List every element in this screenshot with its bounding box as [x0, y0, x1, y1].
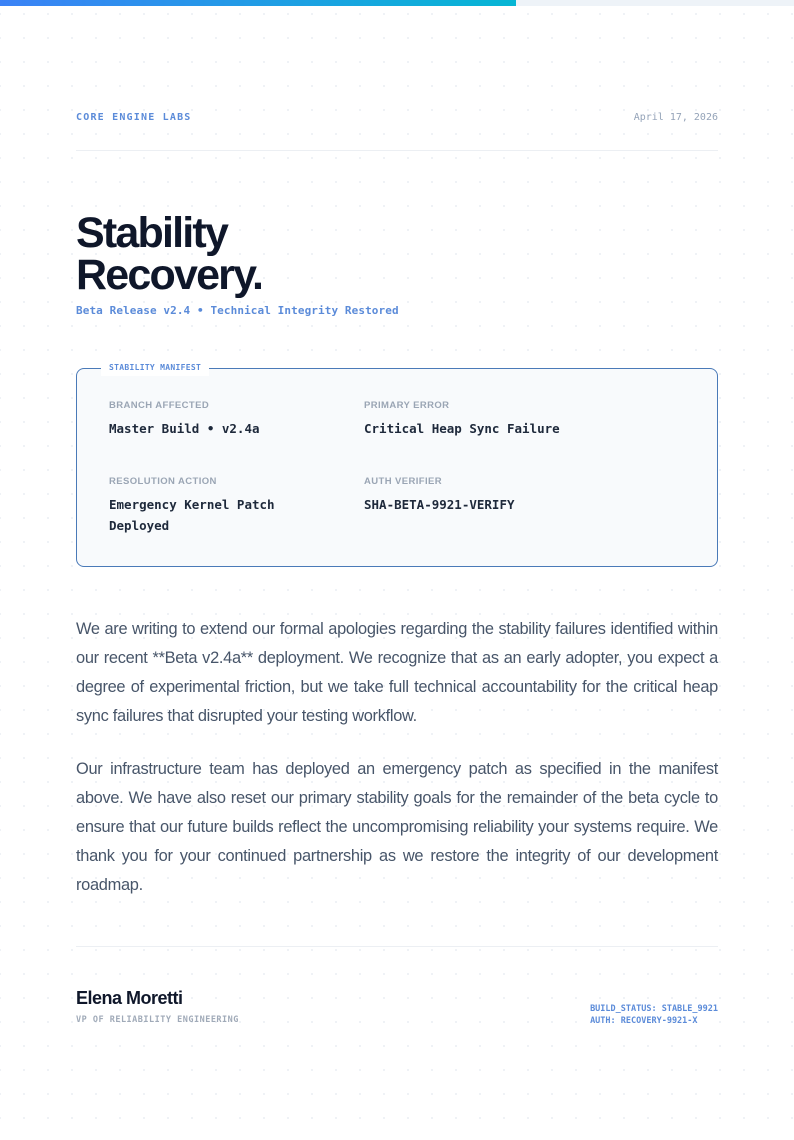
signer-title: VP OF RELIABILITY ENGINEERING [76, 1015, 239, 1025]
field-label: AUTH VERIFIER [364, 476, 443, 487]
body-paragraph-2: Our infrastructure team has deployed an emergency patch as specified in the manifest above. We have also reset our primary stability goals for the remainder of the beta cycle to ensure that our future builds reflect the uncompromising reliability your systems require. We thank you for your continued partnership as we restore the integrity of our development roadmap. [76, 760, 718, 894]
body-paragraph-1: We are writing to extend our formal apologies regarding the stability failures identified within our recent **Beta v2.4a** deployment. We recognize that as an early adopter, you expect a degree of experimental friction, but we take full technical accountability for the critical heap sync failures that disrupted your testing workflow. [76, 620, 718, 725]
progress-bar-track [0, 0, 794, 6]
letter-date: April 17, 2026 [633, 112, 718, 123]
field-value: Emergency Kernel Patch Deployed [109, 497, 275, 533]
build-status: BUILD_STATUS: STABLE_9921 [590, 1004, 718, 1014]
field-resolution-action [109, 476, 309, 536]
field-value: Critical Heap Sync Failure [364, 421, 560, 436]
field-primary-error [364, 400, 664, 439]
title-line-1: Stability [76, 209, 228, 257]
page-title [76, 209, 263, 299]
field-label: RESOLUTION ACTION [109, 476, 217, 487]
field-value: SHA-BETA-9921-VERIFY [364, 497, 515, 512]
manifest-legend: STABILITY MANIFEST [101, 360, 209, 376]
header-divider [76, 150, 718, 151]
footer-divider [76, 946, 718, 947]
brand-name: CORE ENGINE LABS [76, 112, 192, 123]
auth-code: AUTH: RECOVERY-9921-X [590, 1016, 698, 1026]
field-label: PRIMARY ERROR [364, 400, 450, 411]
field-label: BRANCH AFFECTED [109, 400, 210, 411]
field-auth-verifier [364, 476, 664, 515]
field-branch-affected [109, 400, 329, 439]
field-value: Master Build • v2.4a [109, 421, 260, 436]
stability-manifest-card [76, 363, 718, 567]
signer-name: Elena Moretti [76, 988, 183, 1008]
title-line-2: Recovery. [76, 251, 263, 299]
letter-header [76, 112, 718, 123]
build-metadata [590, 1003, 718, 1027]
page-subtitle: Beta Release v2.4 • Technical Integrity Restored [76, 304, 399, 317]
progress-bar-fill [0, 0, 516, 6]
